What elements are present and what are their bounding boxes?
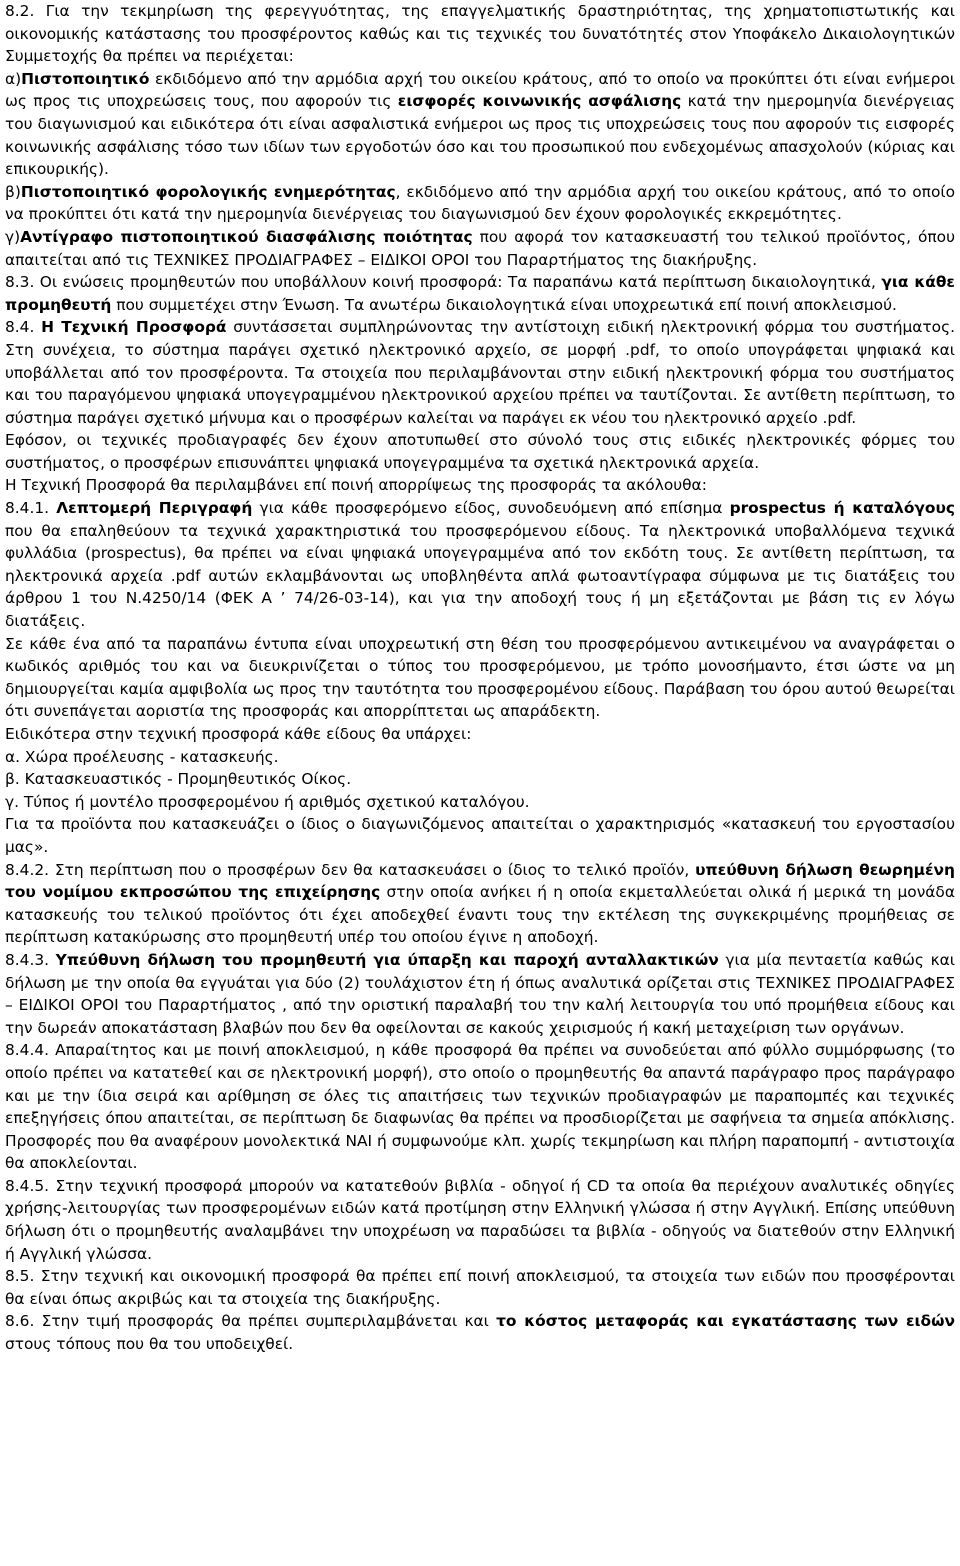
- paragraph-p-8-4-1-b: [5, 633, 955, 723]
- paragraph-p-8-4-2: [5, 859, 955, 949]
- paragraph-p-8-4-1: [5, 497, 955, 633]
- text-segment: για κάθε προσφερόμενο είδος, συνοδευόμενη από επίσημα: [252, 499, 730, 518]
- bold-text: Υπεύθυνη δήλωση του προμηθευτή για ύπαρξη και παροχή ανταλλακτικών: [55, 950, 719, 969]
- text-segment: 8.4.4. Απαραίτητος και με ποινή αποκλεισμού, η κάθε προσφορά θα πρέπει να συνοδεύεται από φύλλο συμμόρφωσης (το οποίο πρέπει να κατατεθεί και σε ηλεκτρονική μορφή), στο οποίο ο προμηθευτής θα απαντά παράγραφο προς παράγραφο και με την ίδια σειρά και αρίθμηση σε όλες τις απαιτήσεις των τεχνικών προδιαγραφών με παραπομπές και τεχνικές επεξηγήσεις όπου απαιτείται, σε περίπτωση δε διαφωνίας θα πρέπει να προσδιορίζεται με σαφήνεια τα σημεία απόκλισης. Προσφορές που θα αναφέρουν μονολεκτικά ΝΑΙ ή συμφωνούμε κλπ. χωρίς τεκμηρίωση και πλήρη παραπομπή - αντιστοιχία θα αποκλείονται.: [5, 1041, 955, 1173]
- text-segment: συντάσσεται συμπληρώνοντας την αντίστοιχη ειδική ηλεκτρονική φόρμα του συστήματος. Στη συνέχεια, το σύστημα παράγει σχετικό ηλεκτρονικό αρχείο, σε μορφή .pdf, το οποίο υπογράφεται ψηφιακά και υποβάλλεται από τον προσφέροντα. Τα στοιχεία που περιλαμβάνονται στην ειδική ηλεκτρονική φόρμα του συστήματος και του παραγόμενου ψηφιακά υπογεγραμμένου ηλεκτρονικού αρχείου πρέπει να ταυτίζονται. Σε αντίθετη περίπτωση, το σύστημα παράγει σχετικό μήνυμα και ο προσφέρων καλείται να παράγει εκ νέου του ηλεκτρονικό αρχείο .pdf.: [5, 318, 956, 427]
- text-segment: 8.4.5. Στην τεχνική προσφορά μπορούν να κατατεθούν βιβλία - οδηγοί ή CD τα οποία θα περιέχουν αναλυτικές οδηγίες χρήσης-λειτουργίας των προσφερομένων ειδών κατά προτίμηση στην Ελληνική γλώσσα ή στην Αγγλική. Επίσης υπεύθυνη δήλωση ότι ο προμηθευτής αναλαμβάνει την υποχρέωση να παραδώσει τα βιβλία - οδηγούς να διατεθούν στην Ελληνική ή Αγγλική γλώσσα.: [5, 1176, 955, 1263]
- bold-text: Πιστοποιητικό φορολογικής ενημερότητας: [20, 182, 396, 201]
- bold-text: Αντίγραφο πιστοποιητικού διασφάλισης ποιότητας: [20, 227, 473, 246]
- paragraph-p-8-4-1-cc: [5, 791, 955, 814]
- text-segment: Ειδικότερα στην τεχνική προσφορά κάθε είδους θα υπάρχει:: [5, 725, 472, 743]
- text-segment: β. Κατασκευαστικός - Προμηθευτικός Οίκος.: [5, 770, 352, 789]
- bold-text: Πιστοποιητικό: [21, 69, 150, 88]
- paragraph-p-8-2: [5, 0, 955, 68]
- paragraph-p-8-4-1-d: [5, 813, 955, 858]
- bold-text: prospectus ή καταλόγους: [729, 499, 955, 518]
- paragraph-p-8-6: [5, 1310, 955, 1355]
- text-segment: εκδιδόμενο από την αρμόδια αρχή του οικείου κράτους, από το οποίο να προκύπτει ότι είναι ενήμεροι ως προς τις υποχρεώσεις τους, που αφορούν τις: [5, 69, 955, 111]
- text-segment: α. Χώρα προέλευσης - κατασκευής.: [5, 747, 279, 766]
- bold-text: Λεπτομερή Περιγραφή: [56, 499, 253, 518]
- paragraph-p-8-4-1-cb: [5, 768, 955, 791]
- text-segment: στην οποία ανήκει ή η οποία εκμεταλλεύεται ολικά ή μερικά τη μονάδα κατασκευής του τελικού προϊόντος ότι έχει αποδεχθεί έναντι τους την εκτέλεση της συγκεκριμένης προμήθειας σε περίπτωση κατακύρωσης στο προμηθευτή υπέρ του οποίου έγινε η αποδοχή.: [5, 883, 955, 947]
- text-segment: που αφορά τον κατασκευαστή του τελικού προϊόντος, όπου απαιτείται από τις ΤΕΧΝΙΚΕΣ ΠΡΟΔΙΑΓΡΑΦΕΣ – ΕΙΔΙΚΟΙ ΟΡΟΙ του Παραρτήματος της διακήρυξης.: [5, 227, 955, 269]
- text-segment: 8.4.2. Στη περίπτωση που ο προσφέρων δεν θα κατασκευάσει ο ίδιος το τελικό προϊόν,: [5, 860, 696, 879]
- text-segment: Η Τεχνική Προσφορά θα περιλαμβάνει επί ποινή απορρίψεως της προσφοράς τα ακόλουθα:: [5, 476, 707, 495]
- bold-text: το κόστος μεταφοράς και εγκατάστασης των ειδών: [496, 1312, 955, 1331]
- paragraph-p-8-4: [5, 316, 955, 429]
- text-segment: Για τα προϊόντα που κατασκευάζει ο ίδιος ο διαγωνιζόμενος απαιτείται ο χαρακτηρισμός «κατασκευή του εργοστασίου μας».: [5, 815, 955, 856]
- paragraph-p-8-2-a: [5, 68, 955, 181]
- text-segment: Εφόσον, οι τεχνικές προδιαγραφές δεν έχουν αποτυπωθεί στο σύνολό τους στις ειδικές ηλεκτρονικές φόρμες του συστήματος, ο προσφέρων επισυνάπτει ψηφιακά υπογεγραμμένα τα σχετικά ηλεκτρονικά αρχεία.: [5, 431, 955, 472]
- paragraph-p-8-2-b: [5, 181, 955, 226]
- text-segment: α): [5, 69, 22, 88]
- paragraph-p-8-4-1-c: [5, 723, 955, 746]
- paragraph-p-8-4-3: [5, 949, 955, 1039]
- text-segment: στους τόπους που θα του υποδειχθεί.: [5, 1335, 294, 1354]
- text-segment: 8.4.3.: [5, 950, 56, 969]
- paragraph-p-8-4-b: [5, 429, 955, 474]
- bold-text: υπεύθυνη δήλωση θεωρημένη του νομίμου εκπροσώπου της επιχείρησης: [5, 860, 955, 902]
- text-segment: β): [5, 182, 21, 201]
- text-segment: 8.4.1.: [5, 499, 57, 518]
- text-segment: , εκδιδόμενο από την αρμόδια αρχή του οικείου κράτους, από το οποίο να προκύπτει ότι κατά την ημερομηνία διενέργειας του διαγωνισμού δεν έχουν φορολογικές εκκρεμότητες.: [5, 182, 955, 224]
- text-segment: που συμμετέχει στην Ένωση. Τα ανωτέρω δικαιολογητικά είναι υποχρεωτικά επί ποινή αποκλεισμού.: [111, 295, 897, 314]
- paragraph-p-8-4-c: [5, 474, 955, 497]
- text-segment: Σε κάθε ένα από τα παραπάνω έντυπα είναι υποχρεωτική στη θέση του προσφερόμενου αντικειμένου να αναγράφεται ο κωδικός αριθμός του και να διευκρινίζεται ο τύπος του προσφερόμενου, με τρόπο μονοσήμαντο, έτσι ώστε να μη δημιουργείται καμία αμφιβολία ως προς την ταυτότητα του προσφερομένου είδους. Παράβαση του όρου αυτού θεωρείται ότι συνεπάγεται αοριστία της προσφοράς και απορρίπτεται ως απαράδεκτη.: [5, 634, 955, 721]
- text-segment: 8.5. Στην τεχνική και οικονομική προσφορά θα πρέπει επί ποινή αποκλεισμού, τα στοιχεία των ειδών που προσφέρονται θα είναι όπως ακριβώς και τα στοιχεία της διακήρυξης.: [5, 1267, 955, 1308]
- text-segment: 8.4.: [5, 318, 42, 337]
- text-segment: 8.3. Οι ενώσεις προμηθευτών που υποβάλλουν κοινή προσφορά: Τα παραπάνω κατά περίπτωση δικαιολογητικά,: [5, 273, 882, 292]
- bold-text: Η Τεχνική Προσφορά: [41, 318, 227, 337]
- paragraph-p-8-3: [5, 271, 955, 316]
- paragraph-p-8-4-4: [5, 1039, 955, 1175]
- paragraph-p-8-2-c: [5, 226, 955, 271]
- text-segment: κατά την ημερομηνία διενέργειας του διαγωνισμού και ειδικότερα ότι είναι ασφαλιστικά ενήμεροι ως προς τις υποχρεώσεις τους που αφορούν τις εισφορές κοινωνικής ασφάλισης τόσο των ιδίων των εργοδοτών όσο και του προσωπικού που ενδεχομένως απασχολούν (κύριας και επικουρικής).: [5, 92, 956, 179]
- text-segment: γ): [5, 227, 21, 246]
- paragraph-p-8-4-1-ca: [5, 746, 955, 769]
- text-segment: που θα επαληθεύουν τα τεχνικά χαρακτηριστικά του προσφερόμενου είδους. Τα ηλεκτρονικά υποβαλλόμενα τεχνικά φυλλάδια (prospectus), θα πρέπει να είναι ψηφιακά υπογεγραμμένα από τον εκδότη τους. Σε αντίθετη περίπτωση, τα ηλεκτρονικά αρχεία .pdf αυτών εκλαμβάνονται ως υποβληθέντα απλά φωτοαντίγραφα σύμφωνα με τις διατάξεις του άρθρου 1 του Ν.4250/14 (ΦΕΚ Α ’ 74/26-03-14), και για την αποδοχή τους ή μη εξετάζονται με βάση τις εν λόγω διατάξεις.: [5, 521, 955, 631]
- paragraph-p-8-5: [5, 1265, 955, 1310]
- text-segment: για μία πενταετία καθώς και δήλωση με την οποία θα εγγυάται για δύο (2) τουλάχιστον έτη ή όπως αναλυτικά ορίζεται στις ΤΕΧΝΙΚΕΣ ΠΡΟΔΙΑΓΡΑΦΕΣ – ΕΙΔΙΚΟΙ ΟΡΟΙ του Παραρτήματος , από την οριστική παραλαβή του την καλή λειτουργία του υπό προμήθεια είδους και την δωρεάν αποκατάσταση βλαβών που δεν θα οφείλονται σε κακούς χειρισμούς ή κακή μεταχείριση των οργάνων.: [5, 950, 955, 1037]
- paragraph-p-8-4-5: [5, 1175, 955, 1265]
- text-segment: γ. Τύπος ή μοντέλο προσφερομένου ή αριθμός σχετικού καταλόγου.: [5, 792, 530, 811]
- text-segment: 8.2. Για την τεκμηρίωση της φερεγγυότητας, της επαγγελματικής δραστηριότητας, της χρηματοπιστωτικής και οικονομικής κατάστασης του προσφέροντος καθώς και τις τεχνικές του δυνατότητές στον Υποφάκελο Δικαιολογητικών Συμμετοχής θα πρέπει να περιέχεται:: [5, 2, 955, 66]
- bold-text: για κάθε προμηθευτή: [5, 273, 955, 314]
- text-segment: 8.6. Στην τιμή προσφοράς θα πρέπει συμπεριλαμβάνεται και: [5, 1312, 497, 1331]
- bold-text: εισφορές κοινωνικής ασφάλισης: [397, 92, 682, 111]
